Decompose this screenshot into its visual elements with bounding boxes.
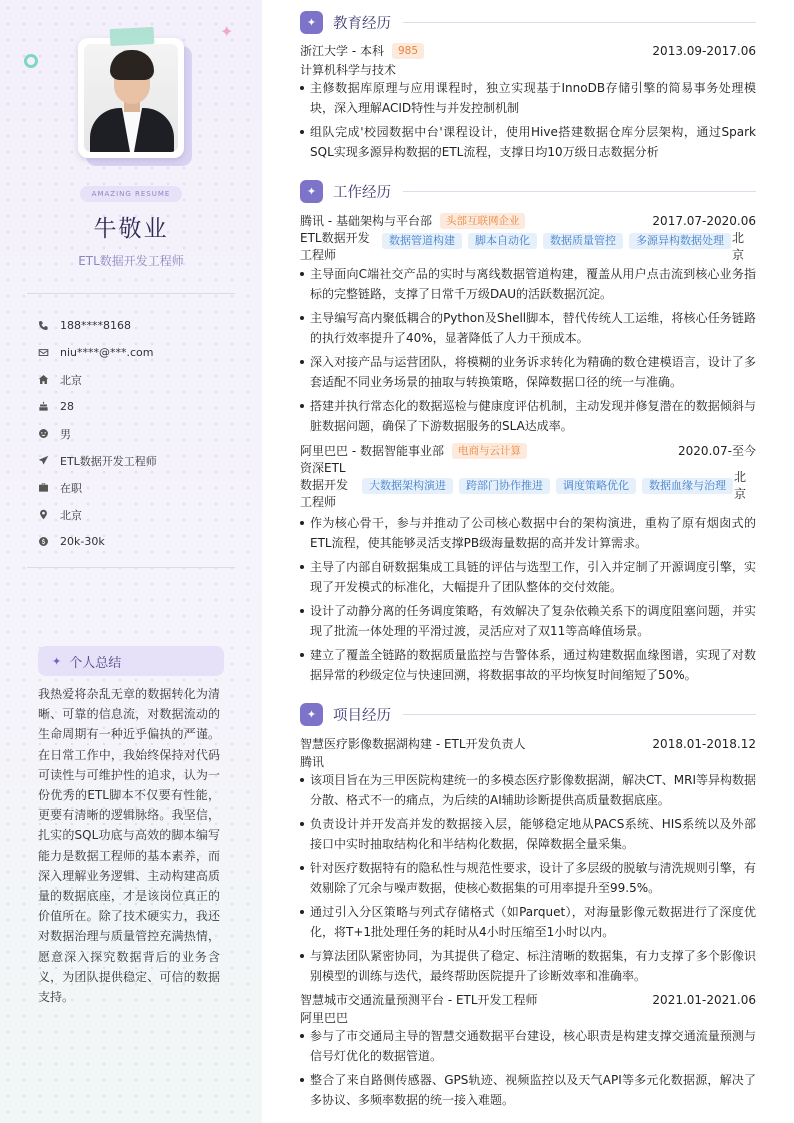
job-city: 北京 — [734, 470, 747, 501]
skill-chip: 脚本自动化 — [468, 233, 537, 249]
salary-icon — [38, 536, 60, 547]
list-item: 搭建并执行常态化的数据巡检与健康度评估机制，主动发现并修复潜在的数据倾斜与脏数据问题，确保了下游数据服务的SLA达成率。 — [300, 396, 756, 436]
project-org: 腾讯 — [300, 755, 325, 769]
contact-city: 北京 — [38, 366, 238, 393]
divider — [27, 567, 235, 568]
skill-chip: 数据质量管控 — [543, 233, 623, 249]
skill-chip: 跨部门协作推进 — [459, 478, 550, 494]
education-date: 2013.09-2017.06 — [652, 43, 756, 58]
profile-photo — [78, 38, 190, 162]
avatar — [84, 44, 178, 152]
contact-location: 北京 — [38, 501, 238, 528]
job-date: 2020.07-至今 — [678, 444, 756, 458]
skill-chip: 调度策略优化 — [556, 478, 636, 494]
list-item: 主修数据库原理与应用课程时，独立实现基于InnoDB存储引擎的简易事务处理模块，深入理解ACID特性与并发控制机制 — [300, 78, 756, 118]
sidebar — [0, 0, 262, 1123]
school-name: 浙江大学 - 本科 — [300, 44, 384, 58]
candidate-title: ETL数据开发工程师 — [78, 254, 184, 268]
list-item: 整合了来自路侧传感器、GPS轨迹、视频监控以及天气API等多元化数据源，解决了多协议、多频率数据的统一接入难题。 — [300, 1070, 756, 1110]
list-item: 参与了市交通局主导的智慧交通数据平台建设，核心职责是构建支撑交通流量预测与信号灯优化的数据管道。 — [300, 1026, 756, 1066]
skill-chips — [382, 233, 731, 249]
section-sparkle-icon: ✦ — [300, 703, 323, 726]
major: 计算机科学与技术 — [300, 63, 397, 77]
project-entry-header — [300, 991, 756, 1008]
summary-heading: ✦ 个人总结 — [38, 646, 224, 676]
decorative-tape — [110, 27, 155, 46]
skill-chip: 数据血缘与治理 — [642, 478, 733, 494]
project-date: 2018.01-2018.12 — [652, 736, 756, 751]
contact-phone: 188****8168 — [38, 312, 238, 339]
job-city: 北京 — [732, 231, 745, 262]
list-item: 深入对接产品与运营团队，将模糊的业务诉求转化为精确的数仓建模语言，设计了多套适配不同业务场景的抽取与转换策略，保障数据口径的统一与准确。 — [300, 352, 756, 392]
main-content — [300, 0, 756, 1123]
job-role-row — [300, 230, 756, 264]
contact-salary: 20k-30k — [38, 528, 238, 555]
cake-icon — [38, 401, 60, 412]
list-item: 主导面向C端社交产品的实时与离线数据管道构建，覆盖从用户点击流到核心业务指标的完整链路，支撑了日常千万级DAU的活跃数据沉淀。 — [300, 264, 756, 304]
resume-badge: AMAZING RESUME — [80, 186, 182, 202]
project-title: 智慧医疗影像数据湖构建 - ETL开发负责人 — [300, 737, 526, 751]
job-date: 2017.07-2020.06 — [652, 213, 756, 228]
candidate-name: 牛敬业 — [93, 216, 169, 242]
job-role-row — [300, 460, 756, 512]
contact-status: 在职 — [38, 474, 238, 501]
company-name: 阿里巴巴 - 数据智能事业部 — [300, 444, 444, 458]
list-item: 针对医疗数据特有的隐私性与规范性要求，设计了多层级的脱敏与清洗规则引擎，有效剔除了冗余与噪声数据，使核心数据集的可用率提升至99.5%。 — [300, 858, 756, 898]
gender-icon — [38, 428, 60, 439]
sparkle-icon: ✦ — [52, 654, 62, 668]
job-role: 资深ETL数据开发工程师 — [300, 461, 349, 509]
briefcase-icon — [38, 482, 60, 493]
sparkle-icon: ✦ — [220, 22, 234, 41]
education-bullets — [300, 78, 756, 166]
list-item: 组队完成'校园数据中台'课程设计，使用Hive搭建数据仓库分层架构，通过Spark SQL实现多源异构数据的ETL流程，支撑日均10万级日志数据分析 — [300, 122, 756, 162]
contact-list — [38, 312, 238, 555]
contact-gender: 男 — [38, 420, 238, 447]
job-role: ETL数据开发工程师 — [300, 231, 370, 262]
job-bullets — [300, 513, 756, 689]
list-item: 设计了动静分离的任务调度策略，有效解决了复杂依赖关系下的调度阻塞问题，并实现了批流一体处理的平滑过渡，灵活应对了双11等高峰值场景。 — [300, 601, 756, 641]
project-bullets — [300, 770, 756, 990]
location-icon — [38, 509, 60, 520]
job-entry-header — [300, 442, 756, 459]
project-date: 2021.01-2021.06 — [652, 992, 756, 1007]
job-bullets — [300, 264, 756, 440]
divider — [27, 293, 235, 294]
skill-chip: 大数据架构演进 — [362, 478, 453, 494]
list-item: 主导了内部自研数据集成工具链的评估与选型工作，引入并定制了开源调度引擎，实现了开发模式的标准化，大幅提升了团队整体的交付效能。 — [300, 557, 756, 597]
project-entry-header — [300, 735, 756, 752]
list-item: 主导编写高内聚低耦合的Python及Shell脚本，替代传统人工运维，将核心任务链路的执行效率提升了40%，显著降低了人力干预成本。 — [300, 308, 756, 348]
education-entry-header — [300, 42, 756, 59]
section-sparkle-icon: ✦ — [300, 11, 323, 34]
skill-chip: 多源异构数据处理 — [629, 233, 731, 249]
contact-email: niu****@***.com — [38, 339, 238, 366]
section-sparkle-icon: ✦ — [300, 180, 323, 203]
company-tag: 头部互联网企业 — [440, 213, 526, 229]
list-item: 与算法团队紧密协同，为其提供了稳定、标注清晰的数据集，有力支撑了多个影像识别模型的训练与迭代，最终帮助医院提升了诊断效率和准确率。 — [300, 946, 756, 986]
company-name: 腾讯 - 基础架构与平台部 — [300, 214, 432, 228]
section-work-heading: ✦ 工作经历 — [300, 179, 756, 203]
project-bullets — [300, 1026, 756, 1114]
list-item: 该项目旨在为三甲医院构建统一的多模态医疗影像数据湖，解决CT、MRI等异构数据分散、格式不一的痛点，为后续的AI辅助诊断提供高质量数据底座。 — [300, 770, 756, 810]
project-title: 智慧城市交通流量预测平台 - ETL开发工程师 — [300, 993, 538, 1007]
section-projects-heading: ✦ 项目经历 — [300, 702, 756, 726]
list-item: 作为核心骨干，参与并推动了公司核心数据中台的架构演进，重构了原有烟囱式的ETL流程，使其能够灵活支撑PB级海量数据的高并发计算需求。 — [300, 513, 756, 553]
decorative-ring — [24, 54, 38, 68]
contact-age: 28 — [38, 393, 238, 420]
company-tag: 电商与云计算 — [452, 443, 527, 459]
send-icon — [38, 455, 60, 466]
list-item: 通过引入分区策略与列式存储格式（如Parquet），对海量影像元数据进行了深度优化，将T+1批处理任务的耗时从4小时压缩至1小时以内。 — [300, 902, 756, 942]
section-education-heading: ✦ 教育经历 — [300, 10, 756, 34]
list-item: 建立了覆盖全链路的数据质量监控与告警体系，通过构建数据血缘图谱，实现了对数据异常的秒级定位与快速回溯，将数据事故的平均恢复时间缩短了50%。 — [300, 645, 756, 685]
phone-icon — [38, 320, 60, 331]
contact-target-job: ETL数据开发工程师 — [38, 447, 238, 474]
project-org: 阿里巴巴 — [300, 1011, 349, 1025]
list-item: 负责设计并开发高并发的数据接入层，能够稳定地从PACS系统、HIS系统以及外部接口中实时抽取结构化和半结构化数据，保障数据全量采集。 — [300, 814, 756, 854]
summary-text: 我热爱将杂乱无章的数据转化为清晰、可靠的信息流，对数据流动的生命周期有一种近乎偏执的严谨。在日常工作中，我始终保持对代码可读性与可维护性的追求，认为一份优秀的ETL脚本不仅要有性能，更要有清晰的逻辑脉络。我坚信，扎实的SQL功底与高效的脚本编写能力是数据工程师的基本素养，而深入理解业务逻辑、主动构建高质量的数据底座，才是该岗位真正的价值所在。除了技术硬实力，我还对数据治理与质量管控充满热情，愿意深入探究数据背后的业务含义，为团队提供稳定、可信的数据支持。 — [38, 687, 220, 1005]
skill-chip: 数据管道构建 — [382, 233, 462, 249]
home-icon — [38, 374, 60, 385]
mail-icon — [38, 347, 60, 358]
job-entry-header — [300, 212, 756, 229]
school-tag: 985 — [392, 43, 424, 59]
skill-chips — [362, 478, 733, 494]
